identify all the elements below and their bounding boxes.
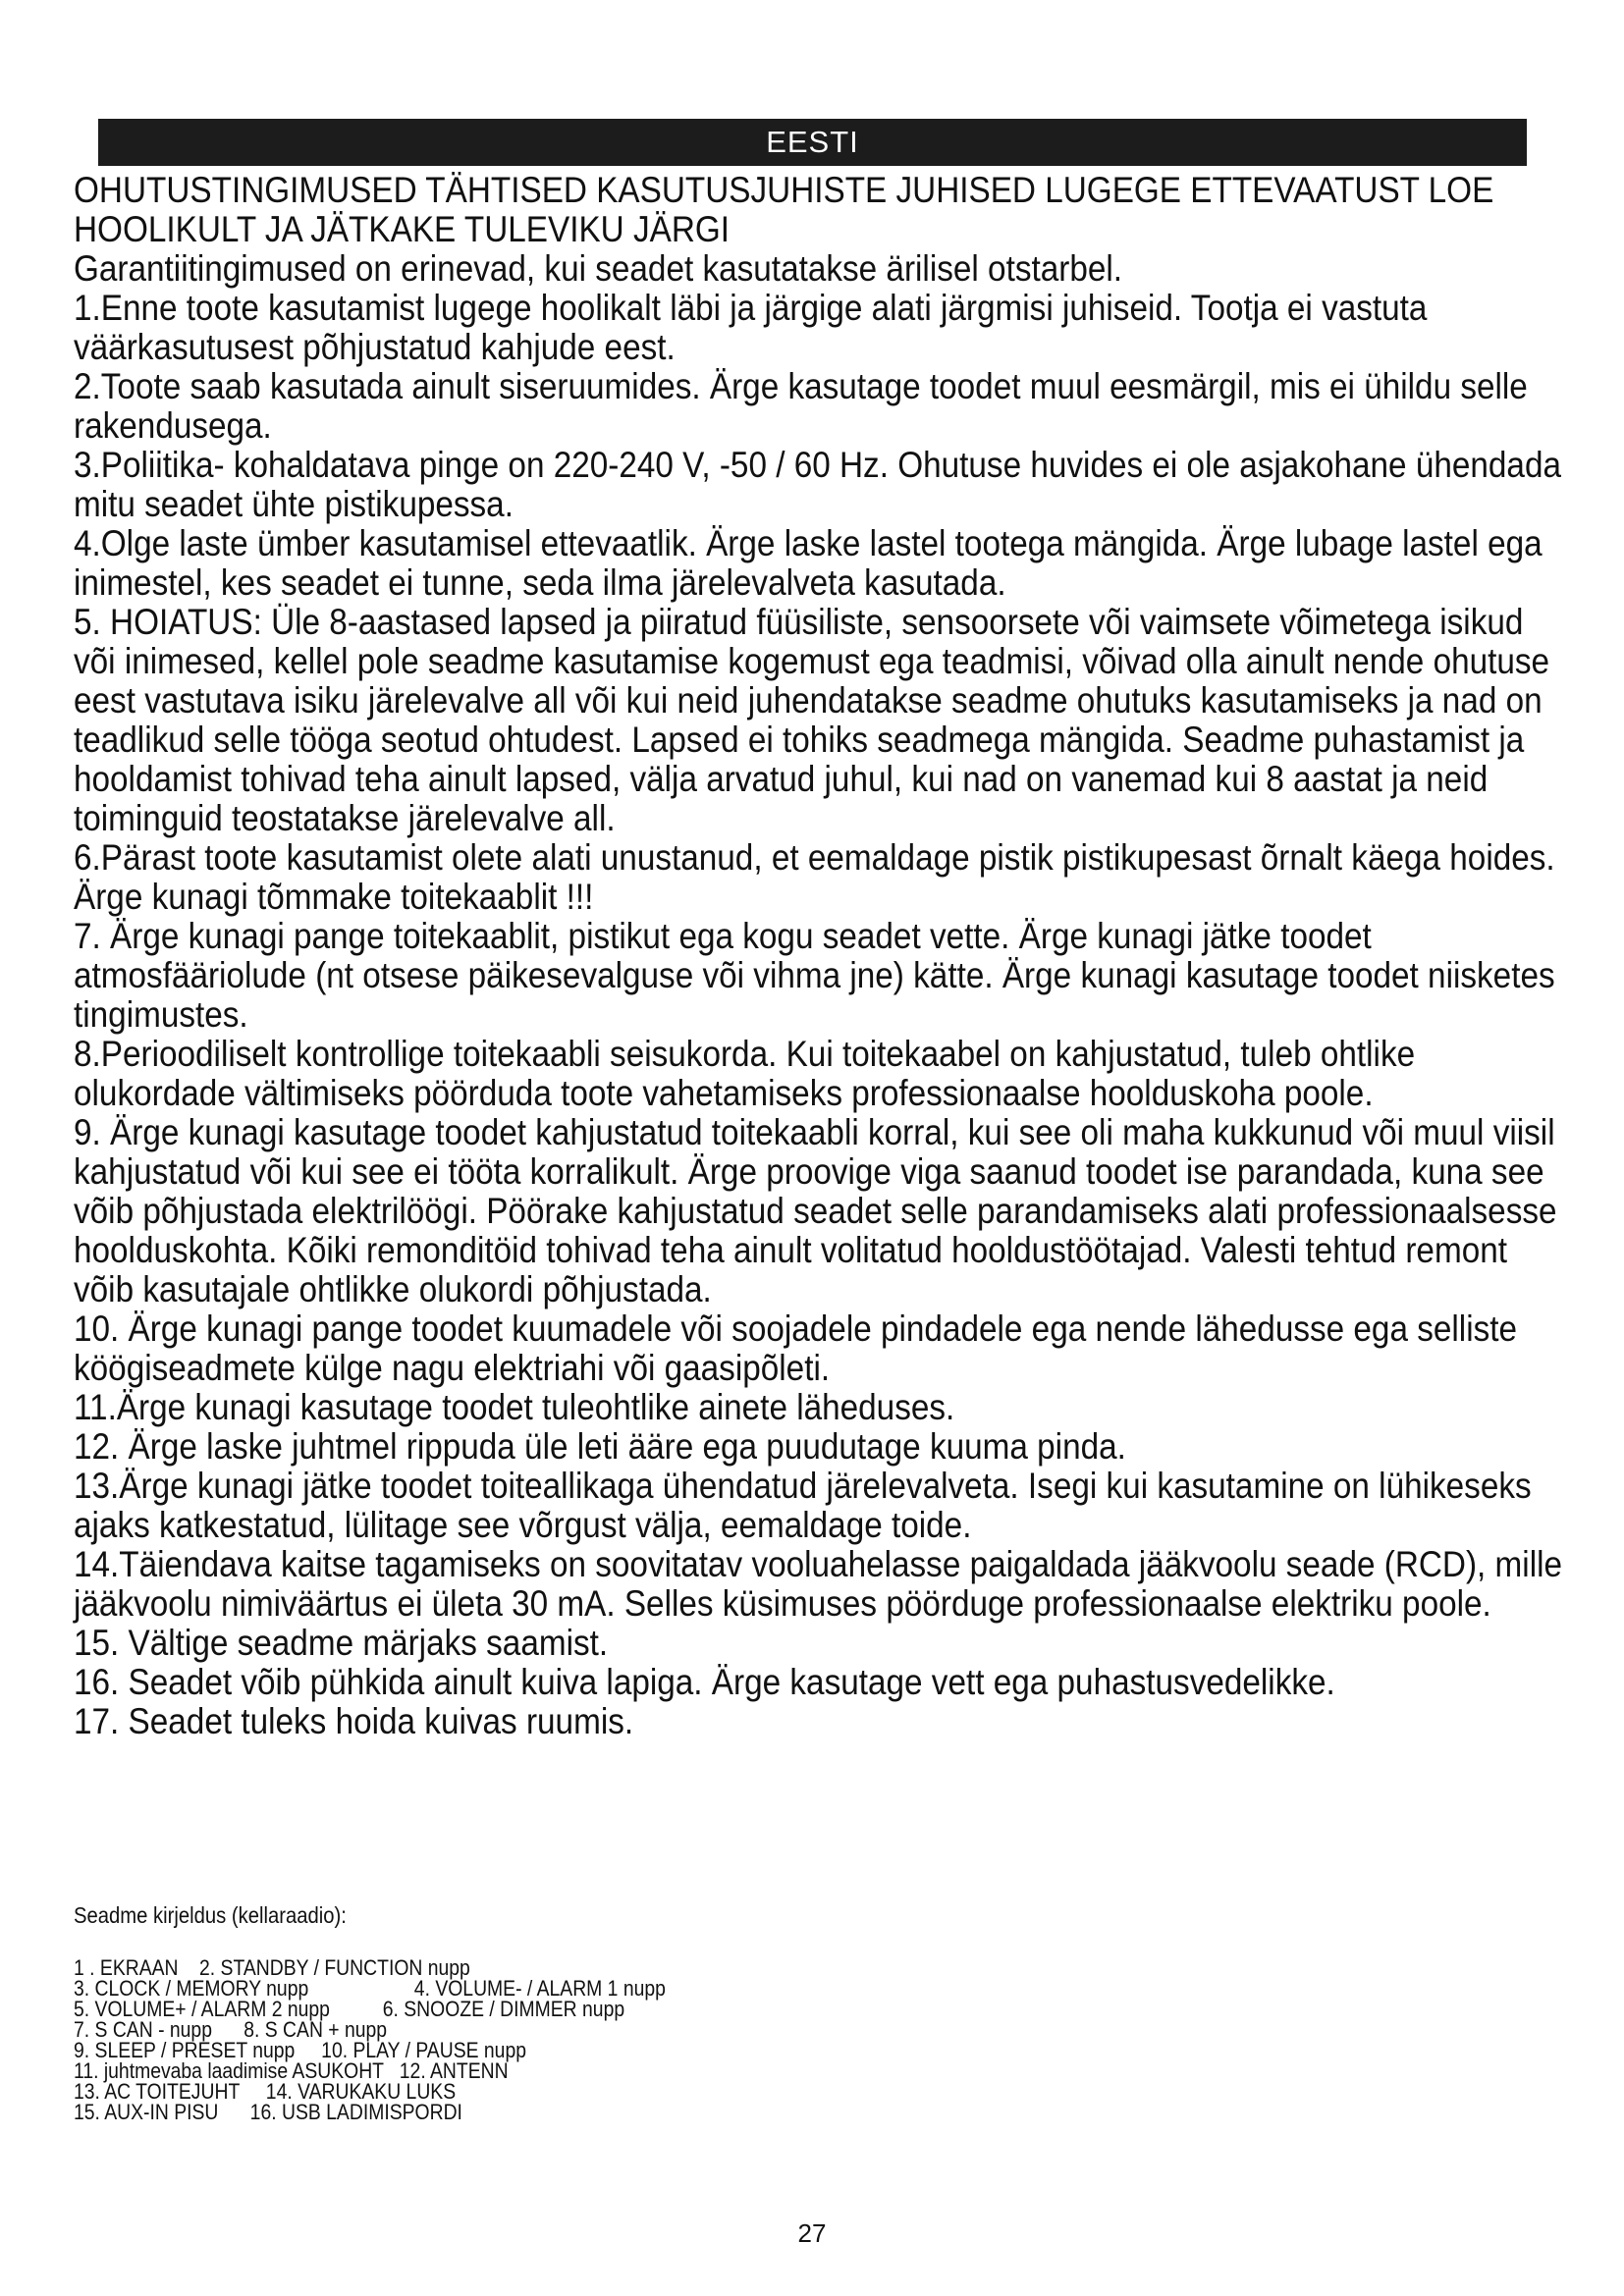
parts-row: 5. VOLUME+ / ALARM 2 nupp 6. SNOOZE / DIMMER nupp [74, 1997, 625, 2021]
safety-item-8: 8.Perioodiliselt kontrollige toitekaabli seisukorda. Kui toitekaabel on kahjustatud, tuleb ohtlike olukordade vältimiseks pöörduda toote vahetamiseks professionaalse hoolduskoha poole. [74, 1034, 1416, 1113]
safety-item-17: 17. Seadet tuleks hoida kuivas ruumis. [74, 1701, 634, 1741]
parts-row: 13. AC TOITEJUHT 14. VARUKAKU LUKS [74, 2079, 457, 2104]
parts-row: 9. SLEEP / PRESET nupp 10. PLAY / PAUSE nupp [74, 2038, 526, 2062]
parts-list [74, 1957, 1154, 2122]
parts-row: 11. juhtmevaba laadimise ASUKOHT 12. ANTENN [74, 2058, 509, 2083]
safety-item-7: 7. Ärge kunagi pange toitekaablit, pistikut ega kogu seadet vette. Ärge kunagi jätke toodet atmosfääriolude (nt otsese päikesevalguse või vihma jne) kätte. Ärge kunagi kasutage toodet niisketes tingimustes. [74, 916, 1555, 1035]
device-description [74, 1902, 1154, 2122]
safety-item-1: 1.Enne toote kasutamist lugege hoolikalt läbi ja järgige alati järgmisi juhiseid. Tootja ei vastuta väärkasutusest põhjustatud kahjude eest. [74, 288, 1428, 367]
safety-item-5: 5. HOIATUS: Üle 8-aastased lapsed ja piiratud füüsiliste, sensoorsete või vaimsete võimetega isikud või inimesed, kellel pole seadme kasutamise kogemust ega teadmisi, võivad olla ainult nende ohutuse eest vastutava isiku järelevalve all või kui neid juhendatakse seadme ohutuks kasutamiseks ja nad on teadlikud selle tööga seotud ohtudest. Lapsed ei tohiks seadmega mängida. Seadme puhastamist ja hooldamist tohivad teha ainult lapsed, välja arvatud juhul, kui nad on vanemad kui 8 aastat ja neid toiminguid teostatakse järelevalve all. [74, 602, 1550, 838]
safety-item-13: 13.Ärge kunagi jätke toodet toiteallikaga ühendatud järelevalveta. Isegi kui kasutamine on lühikeseks ajaks katkestatud, lülitage see võrgust välja, eemaldage toide. [74, 1466, 1532, 1545]
device-description-title: Seadme kirjeldus (kellaraadio): [74, 1902, 347, 1928]
safety-item-9: 9. Ärge kunagi kasutage toodet kahjustatud toitekaabli korral, kui see oli maha kukkunud või muul viisil kahjustatud või kui see ei tööta korralikult. Ärge proovige viga saanud toodet ise parandada, kuna see võib põhjustada elektrilöögi. Pöörake kahjustatud seadet selle parandamiseks alati professionaalsesse hoolduskohta. Kõiki remonditöid tohivad teha ainult volitatud hooldustöötajad. Valesti tehtud remont võib kasutajale ohtlikke olukordi põhjustada. [74, 1112, 1557, 1309]
parts-row: 15. AUX-IN PISU 16. USB LADIMISPORDI [74, 2100, 462, 2124]
safety-item-11: 11.Ärge kunagi kasutage toodet tuleohtlike ainete läheduses. [74, 1387, 955, 1427]
safety-item-12: 12. Ärge laske juhtmel rippuda üle leti ääre ega puudutage kuuma pinda. [74, 1426, 1126, 1467]
safety-section [74, 171, 1566, 1741]
safety-item-3: 3.Poliitika- kohaldatava pinge on 220-240 V, -50 / 60 Hz. Ohutuse huvides ei ole asjakohane ühendada mitu seadet ühte pistikupessa. [74, 445, 1561, 524]
safety-item-16: 16. Seadet võib pühkida ainult kuiva lapiga. Ärge kasutage vett ega puhastusvedelikke. [74, 1662, 1335, 1702]
language-header: EESTI [98, 119, 1527, 166]
parts-row: 1 . EKRAAN 2. STANDBY / FUNCTION nupp [74, 1955, 470, 1980]
safety-item-2: 2.Toote saab kasutada ainult siseruumides. Ärge kasutage toodet muul eesmärgil, mis ei ühildu selle rakendusega. [74, 366, 1528, 446]
parts-row: 7. S CAN - nupp 8. S CAN + nupp [74, 2017, 388, 2042]
safety-instructions-list [74, 289, 1566, 1741]
safety-item-4: 4.Olge laste ümber kasutamisel ettevaatlik. Ärge laske lastel tootega mängida. Ärge lubage lastel ega inimestel, kes seadet ei tunne, seda ilma järelevalveta kasutada. [74, 523, 1543, 603]
page-number: 27 [797, 2218, 827, 2248]
safety-item-14: 14.Täiendava kaitse tagamiseks on soovitatav vooluahelasse paigaldada jääkvoolu seade (RCD), mille jääkvoolu nimiväärtus ei ületa 30 mA. Selles küsimuses pöörduge professionaalse elektriku poole. [74, 1544, 1563, 1624]
safety-item-15: 15. Vältige seadme märjaks saamist. [74, 1623, 609, 1663]
safety-item-6: 6.Pärast toote kasutamist olete alati unustanud, et eemaldage pistik pistikupesast õrnalt käega hoides. Ärge kunagi tõmmake toitekaablit !!! [74, 837, 1555, 917]
parts-row: 3. CLOCK / MEMORY nupp 4. VOLUME- / ALARM 1 nupp [74, 1976, 666, 2001]
page-title: OHUTUSTINGIMUSED TÄHTISED KASUTUSJUHISTE JUHISED LUGEGE ETTEVAATUST LOE HOOLIKULT JA JÄTKAKE TULEVIKU JÄRGI [74, 170, 1494, 249]
safety-item-10: 10. Ärge kunagi pange toodet kuumadele või soojadele pindadele ega nende lähedusse ega selliste köögiseadmete külge nagu elektriahi või gaasipõleti. [74, 1308, 1518, 1388]
warranty-note: Garantiitingimused on erinevad, kui seadet kasutatakse ärilisel otstarbel. [74, 248, 1123, 289]
